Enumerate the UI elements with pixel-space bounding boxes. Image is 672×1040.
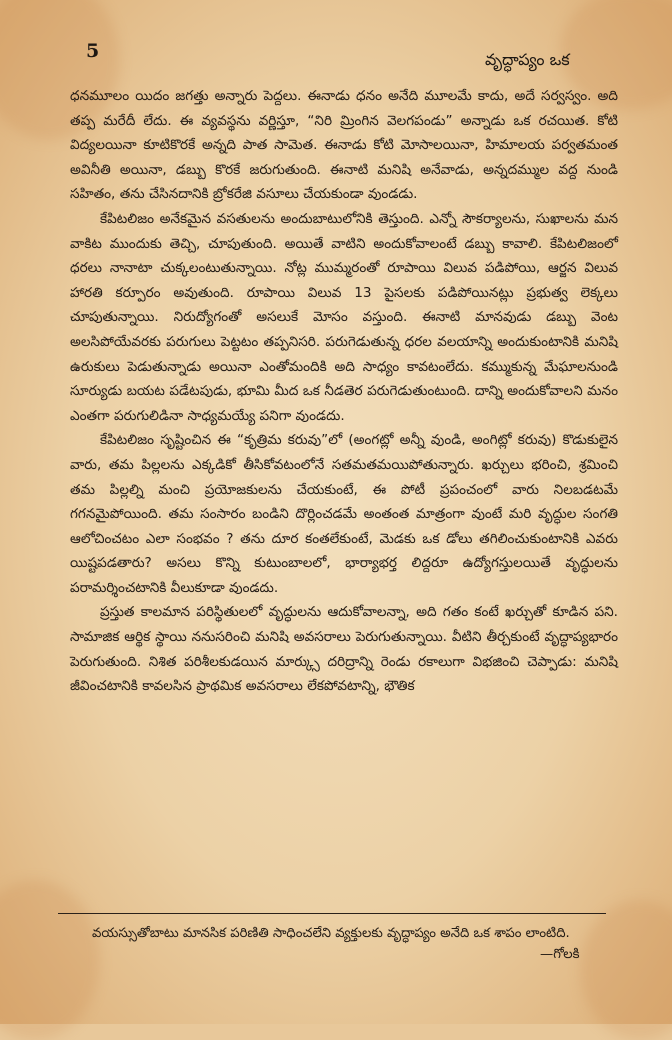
footnote-divider xyxy=(58,913,606,914)
paragraph: ప్రస్తుత కాలమాన పరిస్థితులలో వృద్ధులను ఆదుకోవాలన్నా, అది గతం కంటే ఖర్చుతో కూడిన పని. సామాజిక ఆర్థిక స్థాయి ననుసరించి మనిషి అవసరాలు పెరుగుతున్నాయి. వీటిని తీర్చకుంటే వృద్ధాప్యభారం పెరుగుతుంది. నిశిత పరిశీలకుడయిన మార్క్సు దరిద్రాన్ని రెండు రకాలుగా విభజించి చెప్పాడు: మనిషి జీవించటానికి కావలసిన ప్రాథమిక అవసరాలు లేకపోవటాన్ని, భౌతిక xyxy=(70,604,618,695)
paragraph: ధనమూలం యిదం జగత్తు అన్నారు పెద్దలు. ఈనాడు ధనం అనేది మూలమే కాదు, అదే సర్వస్వం. అది తప్ప మరేదీ లేదు. ఈ వ్యవస్థను వర్ణిస్తూ, “నిరి మ్రింగిన వెలగపండు” అన్నాడు ఒక రచయిత. కోటి విద్యలయినా కూటికొరకే అన్నది పాత సామెత. ఈనాడు కోటి మోసాలయినా, హిమాలయ పర్వతమంత అవినీతి అయినా, డబ్బు కొరకే జరుగుతుంది. ఈనాటి మనిషి అనేవాడు, అన్నదమ్ముల వద్ద నుండి సహితం, తను చేసినదానికి బ్రోకరేజి వసూలు చేయకుండా వుండడు. xyxy=(70,88,618,203)
footnote-quote: వయస్సుతోబాటు మానసిక పరిణితి సాధించలేని వ్యక్తులకు వృద్ధాప్యం అనేది ఒక శాపం లాంటిది. xyxy=(92,926,570,941)
paragraph: కేపిటలిజం అనేకమైన వసతులను అందుబాటులోనికి తెస్తుంది. ఎన్నో సౌకర్యాలను, సుఖాలను మన వాకిట ముందుకు తెచ్చి, చూపుతుంది. అయితే వాటిని అందుకోవాలంటే డబ్బు కావాలి. కేపిటలిజంలో ధరలు నానాటా చుక్కలంటుతున్నాయి. నోట్ల ముమ్మరంతో రూపాయి విలువ పడిపోయి, ఆర్జన విలువ హారతి కర్పూరం అవుతుంది. రూపాయి విలువ 13 పైసలకు పడిపోయినట్లు ప్రభుత్వ లెక్కలు చూపుతున్నాయి. నిరుద్యోగంతో అసలుకే మోసం వస్తుంది. ఈనాటి మానవుడు డబ్బు వెంట అలసిపోయేవరకు పరుగులు పెట్టటం తప్పనిసరి. పరుగెడుతున్న ధరల వలయాన్ని అందుకుంటానికి మనిషి ఉరుకులు పెడుతున్నాడు అయినా ఎంతోమందికి అది సాధ్యం కావటంలేదు. కమ్ముకున్న మేఘాలనుండి సూర్యుడు బయట పడేటపుడు, భూమి మీద ఒక నీడతెర పరుగెడుతుంటుంది. దాన్ని అందుకోవాలని మనం ఎంతగా పరుగులిడినా సాధ్యమయ్యే పనిగా వుండదు. xyxy=(70,210,618,424)
page-number: 5 xyxy=(86,40,100,62)
footnote-attribution: —గోలకి xyxy=(540,947,580,962)
body-text xyxy=(70,84,618,699)
paragraph: కేపిటలిజం సృష్టించిన ఈ “కృత్రిమ కరువు”లో (అంగట్లో అన్నీ వుండి, అంగిట్లో కరువు) కొడుకులైన వారు, తమ పిల్లలను ఎక్కడికో తీసికోవటంలోనే సతమతమయిపోతున్నారు. ఖర్చులు భరించి, శ్రమించి తమ పిల్లల్ని మంచి ప్రయోజకులను చేయకుంటే, ఈ పోటీ ప్రపంచంలో వారు నిలబడటమే గగనమైపోయింది. తమ సంసారం బండిని దొర్లించడమే అంతంత మాత్రంగా వుంటే మరి వృద్ధుల సంగతి ఆలోచించటం ఎలా సంభవం ? తను దూర కంతలేకుంటే, మెడకు ఒక డోలు తగిలించుకుంటానికి ఎవరు యిష్టపడతారు? అసలు కొన్ని కుటుంబాలలో, భార్యాభర్త లిద్దరూ ఉద్యోగస్తులయితే వృద్ధులను పరామర్శించటానికి వీలుకూడా వుండదు. xyxy=(70,432,618,596)
running-title: వృద్ధాప్యం ఒక xyxy=(485,50,570,69)
